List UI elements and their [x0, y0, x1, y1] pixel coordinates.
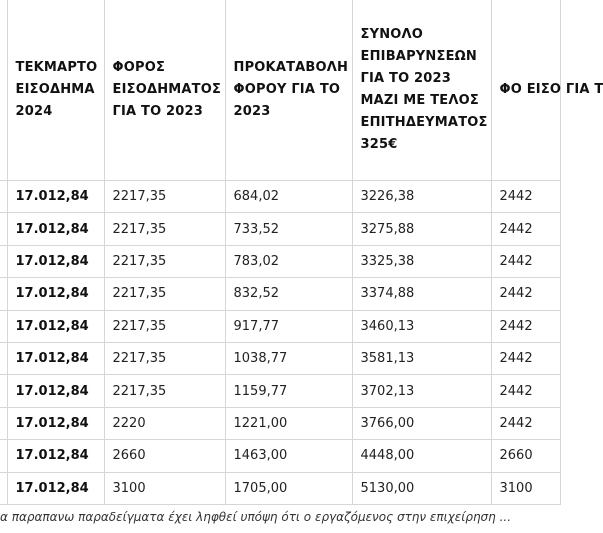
cell-total-charges: 3275,88: [352, 213, 491, 245]
cell-total-charges: 3766,00: [352, 407, 491, 439]
cell-income-tax: 2217,35: [104, 278, 225, 310]
cell-income-tax-cut: 2442: [491, 407, 560, 439]
cell-presumptive-income: 17.012,84: [7, 375, 104, 407]
cell-tax-prepayment: 684,02: [225, 181, 352, 213]
table-row: [0, 181, 560, 213]
table-edge-cell: [0, 375, 7, 407]
cell-tax-prepayment: 917,77: [225, 310, 352, 342]
table-row: [0, 278, 560, 310]
cell-income-tax-cut: 2442: [491, 213, 560, 245]
cell-income-tax: 2660: [104, 440, 225, 472]
table-edge-cell: [0, 213, 7, 245]
cell-presumptive-income: 17.012,84: [7, 440, 104, 472]
cell-income-tax-cut: 2442: [491, 181, 560, 213]
header-income-tax-cut-text: ΦΟ ΕΙΣΟ ΓΙΑ Τ: [499, 82, 603, 97]
table-edge-cell: [0, 0, 7, 181]
table-row: [0, 375, 560, 407]
cell-presumptive-income: 17.012,84: [7, 310, 104, 342]
table-edge-cell: [0, 245, 7, 277]
table-row: [0, 245, 560, 277]
header-presumptive-income: ΤΕΚΜΑΡΤΟ ΕΙΣΟΔΗΜΑ 2024: [7, 0, 104, 181]
header-income-tax: ΦΟΡΟΣ ΕΙΣΟΔΗΜΑΤΟΣ ΓΙΑ ΤΟ 2023: [104, 0, 225, 181]
cell-total-charges: 3460,13: [352, 310, 491, 342]
cell-income-tax: 2217,35: [104, 213, 225, 245]
cell-tax-prepayment: 733,52: [225, 213, 352, 245]
table-edge-cell: [0, 342, 7, 374]
cell-income-tax: 3100: [104, 472, 225, 504]
cell-total-charges: 4448,00: [352, 440, 491, 472]
table-edge-cell: [0, 440, 7, 472]
cell-tax-prepayment: 832,52: [225, 278, 352, 310]
table-header-row: [0, 0, 560, 181]
cell-income-tax: 2217,35: [104, 181, 225, 213]
table-edge-cell: [0, 310, 7, 342]
table-edge-cell: [0, 472, 7, 504]
table-row: [0, 472, 560, 504]
cell-tax-prepayment: 783,02: [225, 245, 352, 277]
cell-income-tax: 2217,35: [104, 342, 225, 374]
cell-presumptive-income: 17.012,84: [7, 278, 104, 310]
table-edge-cell: [0, 278, 7, 310]
cell-total-charges: 3581,13: [352, 342, 491, 374]
cell-tax-prepayment: 1159,77: [225, 375, 352, 407]
table-row: [0, 213, 560, 245]
table-row: [0, 342, 560, 374]
cell-income-tax-cut: 2442: [491, 245, 560, 277]
cell-income-tax-cut: 2442: [491, 342, 560, 374]
table-edge-cell: [0, 181, 7, 213]
cell-total-charges: 3374,88: [352, 278, 491, 310]
header-total-charges: ΣΥΝΟΛΟ ΕΠΙΒΑΡΥΝΣΕΩΝ ΓΙΑ ΤΟ 2023 ΜΑΖΙ ΜΕ ΤΕΛΟΣ ΕΠΙΤΗΔΕΥΜΑΤΟΣ 325€: [352, 0, 491, 181]
cell-tax-prepayment: 1221,00: [225, 407, 352, 439]
cell-tax-prepayment: 1705,00: [225, 472, 352, 504]
cell-tax-prepayment: 1463,00: [225, 440, 352, 472]
cell-income-tax-cut: 2442: [491, 310, 560, 342]
cell-total-charges: 3702,13: [352, 375, 491, 407]
header-income-tax-cut: [491, 0, 603, 181]
cell-total-charges: 3226,38: [352, 181, 491, 213]
table-row: [0, 440, 560, 472]
cell-income-tax: 2217,35: [104, 245, 225, 277]
cell-total-charges: 3325,38: [352, 245, 491, 277]
cell-tax-prepayment: 1038,77: [225, 342, 352, 374]
cell-income-tax-cut: 3100: [491, 472, 560, 504]
cell-total-charges: 5130,00: [352, 472, 491, 504]
cell-income-tax: 2220: [104, 407, 225, 439]
cell-income-tax-cut: 2442: [491, 278, 560, 310]
cell-presumptive-income: 17.012,84: [7, 407, 104, 439]
cell-income-tax: 2217,35: [104, 375, 225, 407]
cell-presumptive-income: 17.012,84: [7, 213, 104, 245]
cell-presumptive-income: 17.012,84: [7, 181, 104, 213]
cell-income-tax-cut: 2660: [491, 440, 560, 472]
cell-presumptive-income: 17.012,84: [7, 342, 104, 374]
footnote: α παραπανω παραδείγματα έχει ληφθεί υπόψη ότι ο εργαζόμενος στην επιχείρηση ...: [0, 510, 512, 524]
header-tax-prepayment: ΠΡΟΚΑΤΑΒΟΛΗ ΦΟΡΟΥ ΓΙΑ ΤΟ 2023: [225, 0, 352, 181]
table-edge-cell: [0, 407, 7, 439]
cell-income-tax: 2217,35: [104, 310, 225, 342]
table-row: [0, 310, 560, 342]
cell-income-tax-cut: 2442: [491, 375, 560, 407]
cell-presumptive-income: 17.012,84: [7, 245, 104, 277]
table-row: [0, 407, 560, 439]
cell-presumptive-income: 17.012,84: [7, 472, 104, 504]
